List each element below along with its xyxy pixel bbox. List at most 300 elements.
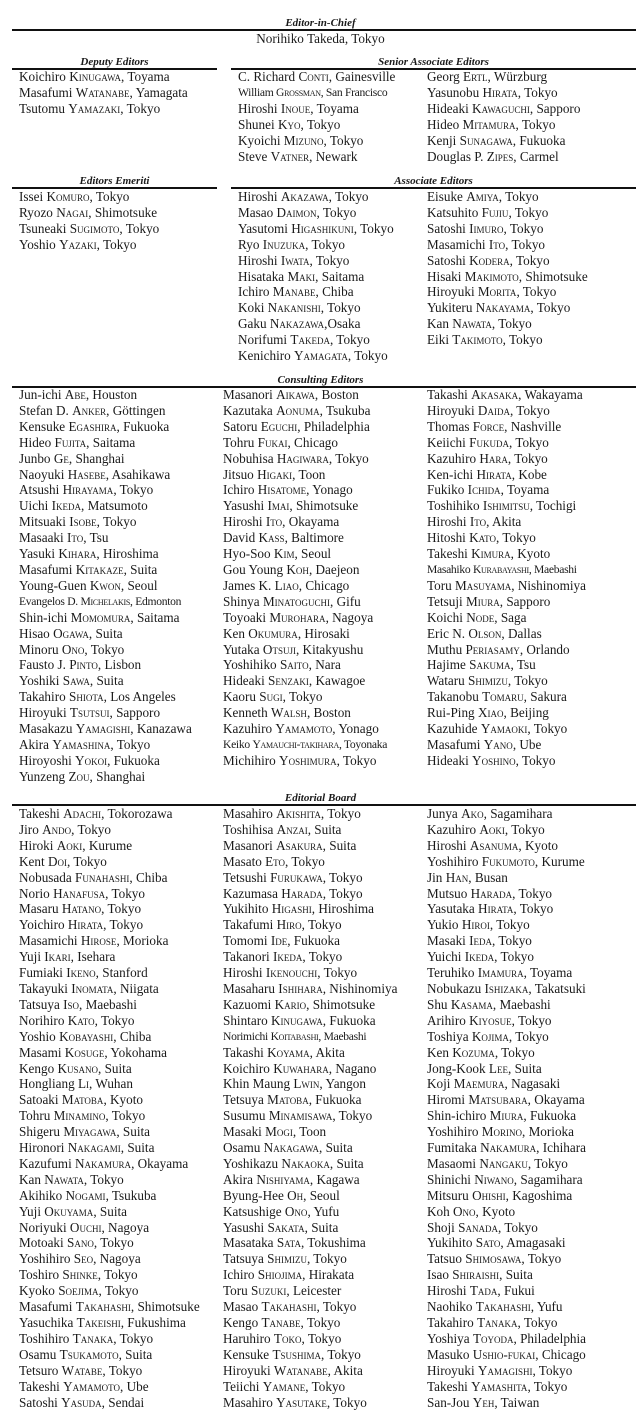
member-entry [19,205,159,221]
member-entry [19,1092,200,1108]
member-entry [19,1013,200,1029]
location: , Tochigi [529,498,577,514]
location: , Tokyo [511,1012,552,1028]
member-entry [427,705,586,721]
given-name: Yasuki [19,546,59,562]
member-entry [223,1363,397,1379]
surname: Ouchi [69,1219,102,1235]
given-name: Takanobu [427,689,483,705]
surname: Hanafusa [53,885,106,901]
location: , Tokyo [321,1346,361,1362]
surname: Shimizu [468,673,508,689]
given-name: Kan [19,1171,45,1187]
surname: Hagiwara [276,450,329,466]
surname: Yamamoto [275,721,333,737]
given-name: Minoru [19,641,62,657]
given-name: Kensuke [223,1346,273,1362]
surname: Ohishi [472,1187,506,1203]
location: , Tokyo [83,1171,124,1187]
given-name: Hideo [19,434,55,450]
given-name: Tatsuya [19,996,64,1012]
location: , Tokyo [101,901,142,917]
associate-editors-list-2 [427,189,588,348]
given-name: Steve [238,148,271,164]
location: , Takatsuki [528,980,586,996]
location: , Nagoya [101,1219,150,1235]
member-entry [19,642,192,658]
location: , Seoul [120,577,158,593]
surname: Kurabayashi [472,562,529,576]
given-name: Khin Maung [223,1076,294,1092]
member-entry [19,419,192,435]
location: , Tokyo [285,853,325,869]
member-entry [19,1076,200,1092]
location: , Saitama [130,609,180,625]
surname: Nakagawa [263,1140,319,1156]
member-entry [223,1172,397,1188]
surname: Aoki [479,821,505,837]
location: , Kurume [534,853,585,869]
location: , Sapporo [499,593,551,609]
member-entry [238,284,394,300]
member-entry [238,237,394,253]
given-name: Masakazu [19,721,76,737]
member-entry [223,498,387,514]
surname: Kario [274,996,307,1012]
surname: Seo [73,1251,94,1267]
given-name: Rui-Ping [427,705,478,721]
member-entry [19,870,200,886]
member-entry [19,189,159,205]
given-name: Tatsuya [223,1251,268,1267]
surname: Egashira [68,418,117,434]
given-name: Masao [223,1299,262,1315]
surname: Sano [67,1235,94,1251]
location: , Maebashi [528,562,577,576]
member-entry [223,753,387,769]
given-name: Kazutaka [223,402,277,418]
given-name: Keiko [223,737,253,751]
given-name: William [238,85,277,99]
member-entry [19,69,188,85]
surname: Hirata [482,84,518,100]
member-entry [19,806,200,822]
given-name: Georg [427,69,464,84]
surname: Fujiu [481,204,509,220]
member-entry [427,1172,586,1188]
member-entry [238,316,394,332]
surname: Niwano [474,1171,514,1187]
member-entry [427,189,588,205]
location: , Ube [512,736,542,752]
given-name: Hiroyuki [223,1362,274,1378]
member-entry [19,1220,200,1236]
location: , Suita [318,1140,353,1156]
given-name: Yasushi [223,498,268,514]
member-entry [19,1045,200,1061]
member-entry [427,562,586,578]
member-entry [223,546,387,562]
location: , Tokyo [309,252,350,268]
location: , Tokyo [328,450,369,466]
location: , Isehara [70,949,116,965]
given-name: Toshihiko [427,498,483,514]
member-entry [223,657,387,673]
given-name: Nobuhisa [223,450,277,466]
member-entry [238,117,395,133]
surname: Miura [466,593,500,609]
given-name: Osamu [223,1140,264,1156]
given-name: Takeshi [19,806,64,821]
location: , Nara [308,657,341,673]
member-entry [427,1045,586,1061]
surname: Watabe [61,1362,103,1378]
location: , Tokyo [498,189,539,204]
location: , Leicester [286,1283,342,1299]
given-name: Junbo [19,450,54,466]
member-entry [427,721,586,737]
given-name: Toshiro [19,1267,63,1283]
given-name: Hiroshi [238,189,281,204]
location: , Suita [123,561,158,577]
surname: Yamashina [52,736,111,752]
location: , Tsu [510,657,536,673]
location: , Tokyo [320,300,361,316]
member-entry [19,886,200,902]
surname: Watanabe [75,84,130,100]
member-entry [427,546,586,562]
given-name: Yoshihiko [223,657,280,673]
member-entry [223,886,397,902]
location: , Tokyo [320,806,361,821]
surname: Kwon [89,577,121,593]
location: , Tokyo [66,853,107,869]
location: , Shimotsuke [130,1299,200,1315]
member-entry [223,1108,397,1124]
surname: Sata [276,1235,301,1251]
location: ,Osaka [324,316,361,332]
surname: Ge [53,450,69,466]
member-entry [223,435,387,451]
given-name: Jong-Kook [427,1060,489,1076]
location: , Tokyo [105,885,145,901]
member-entry [223,949,397,965]
location: , Tokyo [119,220,160,236]
surname: Kosuge [64,1044,105,1060]
location: , Tokyo [527,1378,568,1394]
surname: Kodera [469,252,510,268]
given-name: Ken [427,1044,453,1060]
member-entry [238,85,395,101]
given-name: Nobusada [19,869,76,885]
surname: Ito [66,530,84,546]
surname: Anker [72,402,107,418]
location: , Kurume [82,837,133,853]
member-entry [223,451,387,467]
member-entry [427,886,586,902]
member-entry [223,1156,397,1172]
surname: Shimizu [267,1251,307,1267]
member-entry [19,965,200,981]
given-name: Takafumi [223,917,277,933]
member-entry [238,348,394,364]
given-name: Kazuhiro [427,821,480,837]
senior-associate-editors-list-2 [427,69,580,164]
section-title-editor-in-chief: Editor-in-Chief [285,17,356,29]
surname: Nakaoka [281,1155,330,1171]
given-name: Masafumi [19,1299,76,1315]
given-name: Yoshio [19,236,60,252]
given-name: Akira [223,1171,257,1187]
surname: Yazaki [59,236,97,252]
surname: Adachi [63,806,102,821]
member-entry [427,435,586,451]
location: , Tokyo [489,917,530,933]
member-entry [427,870,586,886]
given-name: Kyoichi [238,132,284,148]
location: , Fukuoka [287,933,340,949]
given-name: Masafumi [19,561,76,577]
surname: Watanabe [273,1362,328,1378]
member-entry [223,1347,397,1363]
member-entry [19,949,200,965]
member-entry [427,917,586,933]
member-entry [427,467,586,483]
surname: Olson [468,625,502,641]
surname: Eto [265,853,286,869]
location: , Tokyo [105,1108,146,1124]
location: , Orlando [519,641,570,657]
location: , Tokyo [94,1012,135,1028]
given-name: Tetsuya [223,1092,268,1108]
surname: Nakamura [480,1140,537,1156]
member-entry [223,626,387,642]
location: , Tokyo [120,100,161,116]
surname: Tomaru [482,689,524,705]
member-entry [223,578,387,594]
given-name: Shinichi [427,1171,475,1187]
member-entry [19,101,188,117]
member-entry [19,1395,200,1411]
location: , Nashville [504,418,562,434]
given-name: Yukiteru [427,300,476,316]
location: , Tokyo [332,1108,373,1124]
location: , Tokyo [103,917,144,933]
member-entry [427,673,586,689]
surname: Imai [267,498,290,514]
location: , Hirosaki [297,625,350,641]
location: , Kyoto [475,1203,516,1219]
member-entry [223,705,387,721]
surname: Morita [477,284,517,300]
surname: Ikari [44,949,71,965]
member-entry [19,1140,200,1156]
member-entry [238,69,395,85]
location: , Sapporo [529,100,581,116]
given-name: Hiroshi [223,514,266,530]
location: , Daejeon [308,561,360,577]
surname: Tsushima [272,1346,322,1362]
surname: Matoba [61,1092,104,1108]
location: , Morioka [116,933,169,949]
given-name: Hiroshi [223,965,266,981]
deputy-editors-list [19,69,188,117]
surname: Kitakaze [75,561,124,577]
location: , Okayama [131,1155,189,1171]
location: , Lisbon [97,657,142,673]
member-entry [223,933,397,949]
given-name: Mutsuo [427,885,471,901]
location: , Chicago [535,1346,586,1362]
surname: Higaki [257,466,293,482]
surname: Imamura [477,965,524,981]
given-name: Takahiro [427,1315,477,1330]
given-name: Ryozo [19,204,57,220]
given-name: Norio [19,885,54,901]
surname: Makimoto [464,268,519,284]
section-title-consulting-editors: Consulting Editors [277,374,364,386]
surname: Sanada [458,1219,498,1235]
given-name: Takashi [223,1044,268,1060]
surname: Okumura [248,625,298,641]
member-entry [238,133,395,149]
location: , Kanazawa [130,721,192,737]
given-name: Yukio [427,917,462,933]
location: , Suita [329,1155,364,1171]
member-entry [223,901,397,917]
editor-in-chief-name: Norihiko Takeda, Tokyo [256,31,385,46]
location: , Yufu [530,1299,563,1315]
member-entry [223,1045,397,1061]
editors-emeriti-list [19,189,159,253]
surname: Yoshimura [279,752,337,768]
surname: Hirata [67,917,104,933]
given-name: Mitsuru [427,1187,473,1203]
location: , Suita [89,673,124,689]
member-entry [19,1061,200,1077]
given-name: Hisataka [238,268,288,284]
location: , Nagano [328,1060,377,1076]
member-entry [19,1172,200,1188]
given-name: Katsushige [223,1203,285,1219]
given-name: Noriyuki [19,1219,70,1235]
surname: Matsubara [468,1092,528,1108]
location: , Suita [88,625,123,641]
given-name: Yukihito [223,901,272,917]
location: , Nagasaki [504,1076,561,1092]
location: , Chicago [298,577,350,593]
location: , Tokyo [113,482,154,498]
given-name: Hideaki [427,752,473,768]
member-entry [427,253,588,269]
member-entry [223,822,397,838]
consulting-editors-list-2 [223,387,387,769]
surname: Kinugawa [271,1012,323,1028]
member-entry [223,530,387,546]
location: , Tokyo [347,348,388,364]
surname: Sunagawa [459,132,513,148]
location: , Tokyo [110,736,151,752]
location: , Gainesville [328,69,396,84]
member-entry [19,221,159,237]
given-name: Kazuhiro [223,721,276,737]
given-name: Atsushi [19,482,63,498]
given-name: Naohiko [427,1299,476,1315]
surname: Murohara [269,609,326,625]
given-name: Hiromi [427,1092,469,1108]
editorial-board-list-2 [223,806,397,1410]
surname: Yamagishi [477,1362,533,1378]
surname: Minamino [53,1108,106,1124]
surname: Harada [281,885,323,901]
member-entry [238,269,394,285]
surname: Lee [488,1060,508,1076]
surname: Minatoguchi [262,593,330,609]
surname: Shiota [68,689,104,705]
location: , Sendai [101,1394,145,1410]
surname: Akasaka [471,387,519,402]
member-entry [19,467,192,483]
given-name: Masafumi [19,84,76,100]
given-name: Masaomi [427,1155,480,1171]
surname: Kuwahara [273,1060,329,1076]
surname: Hara [479,450,508,466]
member-entry [19,997,200,1013]
member-entry [427,205,588,221]
given-name: Ichiro [223,482,258,498]
member-entry [427,117,580,133]
given-name: Ken [223,625,249,641]
surname: Nishiyama [256,1171,310,1187]
member-entry [427,300,588,316]
surname: Nawata [44,1171,84,1187]
surname: Hasebe [67,466,106,482]
location: , Tokyo [494,1044,535,1060]
member-entry [427,387,586,403]
surname: Komuro [46,189,90,204]
given-name: Yoshihiro [427,1124,482,1140]
surname: Sawa [62,673,90,689]
location: , Tokyo [96,514,137,530]
surname: Yoshino [472,752,516,768]
location: , Morioka [521,1124,574,1140]
given-name: Kenichiro [238,348,295,364]
location: , Yonago [332,721,379,737]
location: , Suita [507,1060,542,1076]
given-name: Yoshiya [427,1330,473,1346]
given-name: Arihiro [427,1012,470,1028]
surname: Yano [483,736,513,752]
member-entry [223,870,397,886]
surname: Sato [475,1235,501,1251]
location: , Toyama [120,69,170,84]
member-entry [19,482,192,498]
given-name: Hiroshi [238,252,281,268]
surname: Nakamura [75,1155,132,1171]
location: , Tokyo [507,450,548,466]
location: , Tsukuba [105,1187,157,1203]
location: , Maebashi [318,1029,367,1043]
surname: Ito [265,514,283,530]
section-title-editors-emeriti: Editors Emeriti [79,175,150,187]
given-name: Kan [427,316,453,332]
surname: Ishizaka [484,980,529,996]
member-entry [19,594,192,610]
given-name: Koki [238,300,268,316]
location: , Tokyo [102,1362,143,1378]
member-entry [427,1379,586,1395]
associate-editors-list-1 [238,189,394,364]
